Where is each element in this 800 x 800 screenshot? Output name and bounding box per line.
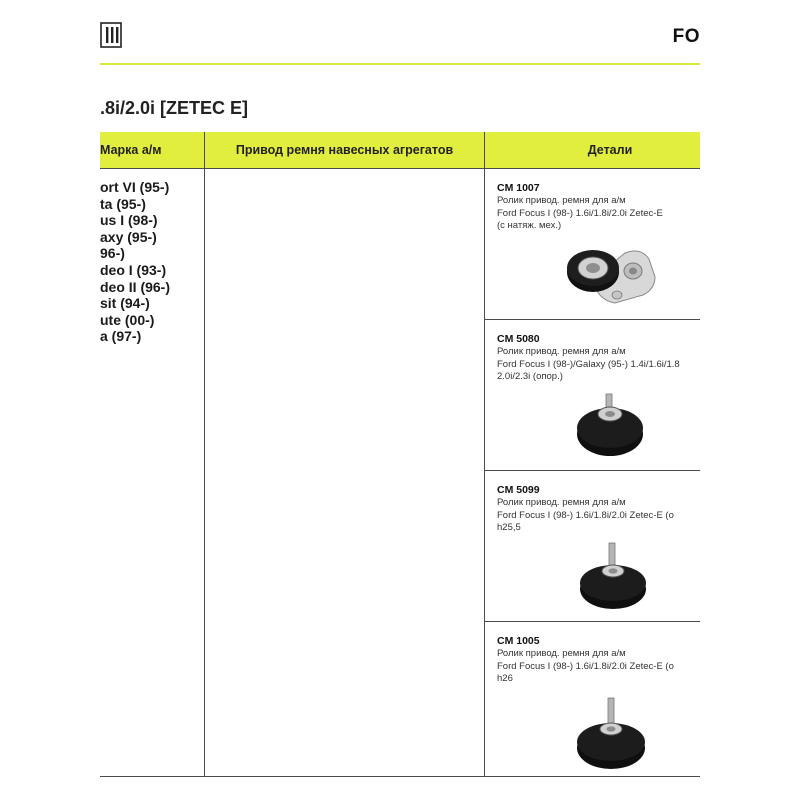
- idler-pulley-image: [573, 696, 649, 772]
- catalog-page: [100, 0, 700, 800]
- part-description: Ролик привод. ремня для а/м Ford Focus I (98-) 1.6i/1.8i/2.0i Zetec-E (о h25,5: [497, 497, 674, 534]
- model-item: deo II (96-): [100, 278, 171, 295]
- idler-pulley-image: [573, 392, 647, 464]
- model-item: ort VI (95-): [100, 179, 170, 195]
- part-description: Ролик привод. ремня для а/м Ford Focus I (98-) 1.6i/1.8i/2.0i Zetec-E (о h26: [497, 648, 674, 685]
- section-title: .8i/2.0i [ZETEC E]: [100, 98, 249, 118]
- model-list: [100, 179, 204, 345]
- parts-table: [100, 132, 700, 777]
- model-item: deo I (93-): [100, 261, 167, 278]
- part-item: [485, 471, 700, 622]
- header-details: Детали: [587, 143, 633, 157]
- table-bottom-border: [100, 776, 700, 777]
- table-header: [100, 132, 700, 169]
- model-item: us I (98-): [100, 212, 158, 229]
- part-code: CM 5080: [497, 333, 540, 345]
- tensioner-pulley-image: [563, 239, 663, 309]
- part-description: Ролик привод. ремня для а/м Ford Focus I (98-)/Galaxy (95-) 1.4i/1.6i/1.8 2.0i/2.3i (опор.): [497, 346, 680, 383]
- part-code: CM 1007: [497, 182, 540, 194]
- model-item: ute (00-): [100, 311, 155, 328]
- brand-logo-icon: [100, 22, 122, 48]
- model-item: sit (94-): [100, 295, 150, 312]
- idler-pulley-image: [577, 541, 649, 613]
- brand-heading: FO: [672, 26, 700, 47]
- header-brand: Марка а/м: [100, 143, 162, 157]
- model-item: ta (95-): [100, 195, 146, 212]
- part-code: CM 5099: [497, 484, 540, 496]
- part-code: CM 1005: [497, 635, 540, 647]
- part-description: Ролик привод. ремня для а/м Ford Focus I (98-) 1.6i/1.8i/2.0i Zetec-E (с натяж. мех.): [497, 195, 663, 232]
- part-item: [485, 622, 700, 773]
- header-belt-drive: Привод ремня навесных агрегатов: [235, 143, 454, 157]
- model-item: axy (95-): [100, 228, 157, 245]
- header-divider: [100, 63, 700, 65]
- column-divider: [204, 132, 205, 777]
- part-item: [485, 169, 700, 320]
- model-item: a (97-): [100, 328, 142, 345]
- part-item: [485, 320, 700, 471]
- model-item: 96-): [100, 245, 125, 262]
